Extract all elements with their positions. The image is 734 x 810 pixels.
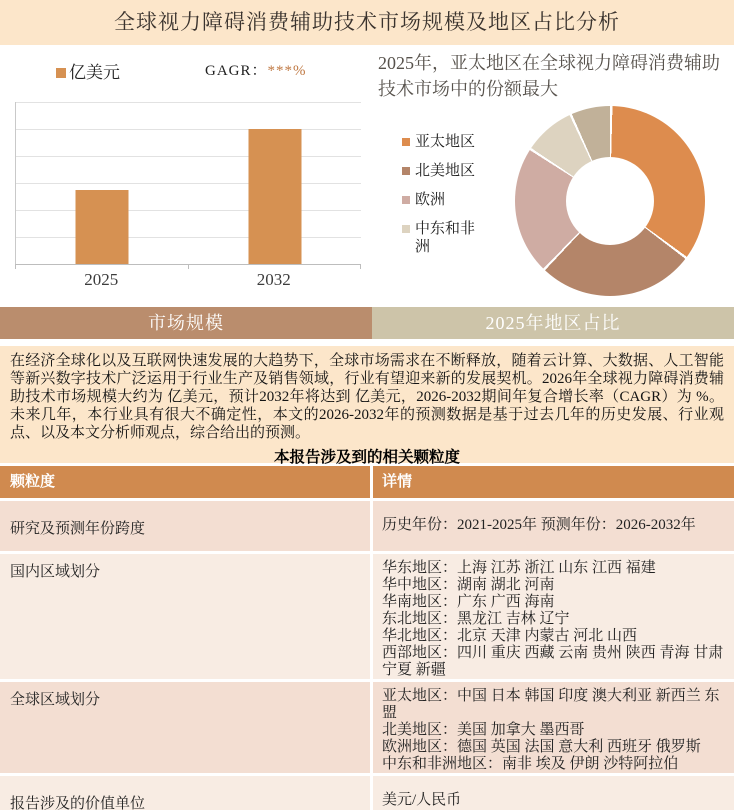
cagr-value: ***% bbox=[267, 63, 307, 79]
table-body bbox=[0, 501, 734, 810]
table-header-details: 详情 bbox=[373, 466, 734, 498]
bar-chart-plot bbox=[15, 102, 361, 265]
section-tabs bbox=[0, 307, 734, 339]
bar-legend-label: 亿美元 bbox=[69, 63, 120, 82]
detail-line: 华北地区：北京 天津 内蒙古 河北 山西 bbox=[382, 628, 638, 644]
tab-market-size[interactable]: 市场规模 bbox=[0, 307, 372, 339]
x-axis-label: 2025 bbox=[84, 270, 119, 289]
bar-2032 bbox=[248, 129, 301, 264]
detail-line: 华中地区：湖南 湖北 河南 bbox=[382, 577, 555, 593]
tab-region-share[interactable]: 2025年地区占比 bbox=[372, 307, 734, 339]
row-details bbox=[373, 554, 734, 679]
legend-swatch-icon bbox=[402, 196, 410, 204]
detail-line: 北美地区：美国 加拿大 墨西哥 bbox=[382, 722, 585, 738]
x-axis-tick bbox=[188, 264, 189, 269]
row-label: 全球区域划分 bbox=[0, 682, 370, 773]
table-title: 本报告涉及到的相关颗粒度 bbox=[273, 449, 460, 466]
analysis-block bbox=[0, 346, 734, 466]
detail-line: 华东地区：上海 江苏 浙江 山东 江西 福建 bbox=[382, 560, 656, 576]
table-row bbox=[0, 554, 734, 679]
detail-line: 西部地区：四川 重庆 西藏 云南 贵州 陕西 青海 甘肃 宁夏 新疆 bbox=[382, 645, 724, 678]
detail-line: 欧洲地区：德国 英国 法国 意大利 西班牙 俄罗斯 bbox=[382, 739, 701, 755]
detail-line: 历史年份：2021-2025年 预测年份：2026-2032年 bbox=[382, 517, 696, 533]
detail-line: 亚太地区：中国 日本 韩国 印度 澳大利亚 新西兰 东盟 bbox=[382, 688, 720, 721]
granularity-table bbox=[0, 466, 734, 810]
row-details bbox=[373, 682, 734, 773]
legend-swatch-icon bbox=[402, 225, 410, 233]
donut-legend bbox=[402, 133, 494, 267]
table-header-row bbox=[0, 466, 734, 498]
x-axis-tick bbox=[15, 264, 16, 269]
detail-line: 美元/人民币 bbox=[382, 792, 462, 808]
cagr-label: GAGR： bbox=[205, 63, 268, 79]
legend-swatch-icon bbox=[402, 167, 410, 175]
donut-legend-item bbox=[402, 133, 494, 151]
donut-legend-item bbox=[402, 162, 494, 180]
donut-legend-label: 亚太地区 bbox=[415, 134, 476, 150]
detail-line: 华南地区：广东 广西 海南 bbox=[382, 594, 555, 610]
donut-legend-item bbox=[402, 220, 494, 256]
donut-chart bbox=[515, 106, 705, 296]
x-axis-label: 2032 bbox=[256, 270, 291, 289]
donut-legend-label: 中东和非洲 bbox=[415, 221, 476, 255]
x-axis-tick bbox=[360, 264, 361, 269]
row-label: 研究及预测年份跨度 bbox=[0, 501, 370, 551]
table-row bbox=[0, 776, 734, 810]
row-details bbox=[373, 501, 734, 551]
legend-swatch-icon bbox=[402, 138, 410, 146]
charts-section bbox=[0, 45, 734, 307]
bar-chart-x-axis bbox=[15, 270, 360, 292]
detail-line: 中东和非洲地区：南非 埃及 伊朗 沙特阿拉伯 bbox=[382, 756, 679, 772]
row-label: 国内区域划分 bbox=[0, 554, 370, 679]
donut-legend-label: 北美地区 bbox=[415, 163, 476, 179]
donut-hole bbox=[566, 157, 654, 245]
table-row bbox=[0, 501, 734, 551]
cagr-annotation bbox=[205, 59, 307, 80]
table-header-granularity: 颗粒度 bbox=[0, 466, 370, 498]
donut-heading: 2025年，亚太地区在全球视力障碍消费辅助技术市场中的份额最大 bbox=[378, 53, 720, 100]
page-title: 全球视力障碍消费辅助技术市场规模及地区占比分析 bbox=[114, 10, 620, 34]
row-details bbox=[373, 776, 734, 810]
detail-line: 东北地区：黑龙江 吉林 辽宁 bbox=[382, 611, 570, 627]
legend-swatch-icon bbox=[56, 68, 66, 78]
page-title-band bbox=[0, 0, 734, 45]
donut-legend-item bbox=[402, 191, 494, 209]
row-label: 报告涉及的价值单位 bbox=[0, 776, 370, 810]
donut-legend-label: 欧洲 bbox=[415, 192, 446, 208]
table-row bbox=[0, 682, 734, 773]
market-analysis-paragraph: 在经济全球化以及互联网快速发展的大趋势下，全球市场需求在不断释放，随着云计算、大数据、人工智能等新兴数字技术广泛运用于行业生产及销售领域，行业有望迎来新的发展契机。2026年全球视力障碍消费辅助技术市场规模大约为 亿美元，预计2032年将达到 亿美元，2026-2032期间年复合增长率（CAGR）为 %。未来几年，本行业具有很大不确定性，本文的2026-2032年的预测数据是基于过去几年的历史发展、行业观点、以及本文分析师观点，综合给出的预测。 bbox=[10, 353, 724, 441]
bar-chart-legend bbox=[56, 58, 120, 83]
bar-2025 bbox=[76, 190, 129, 264]
